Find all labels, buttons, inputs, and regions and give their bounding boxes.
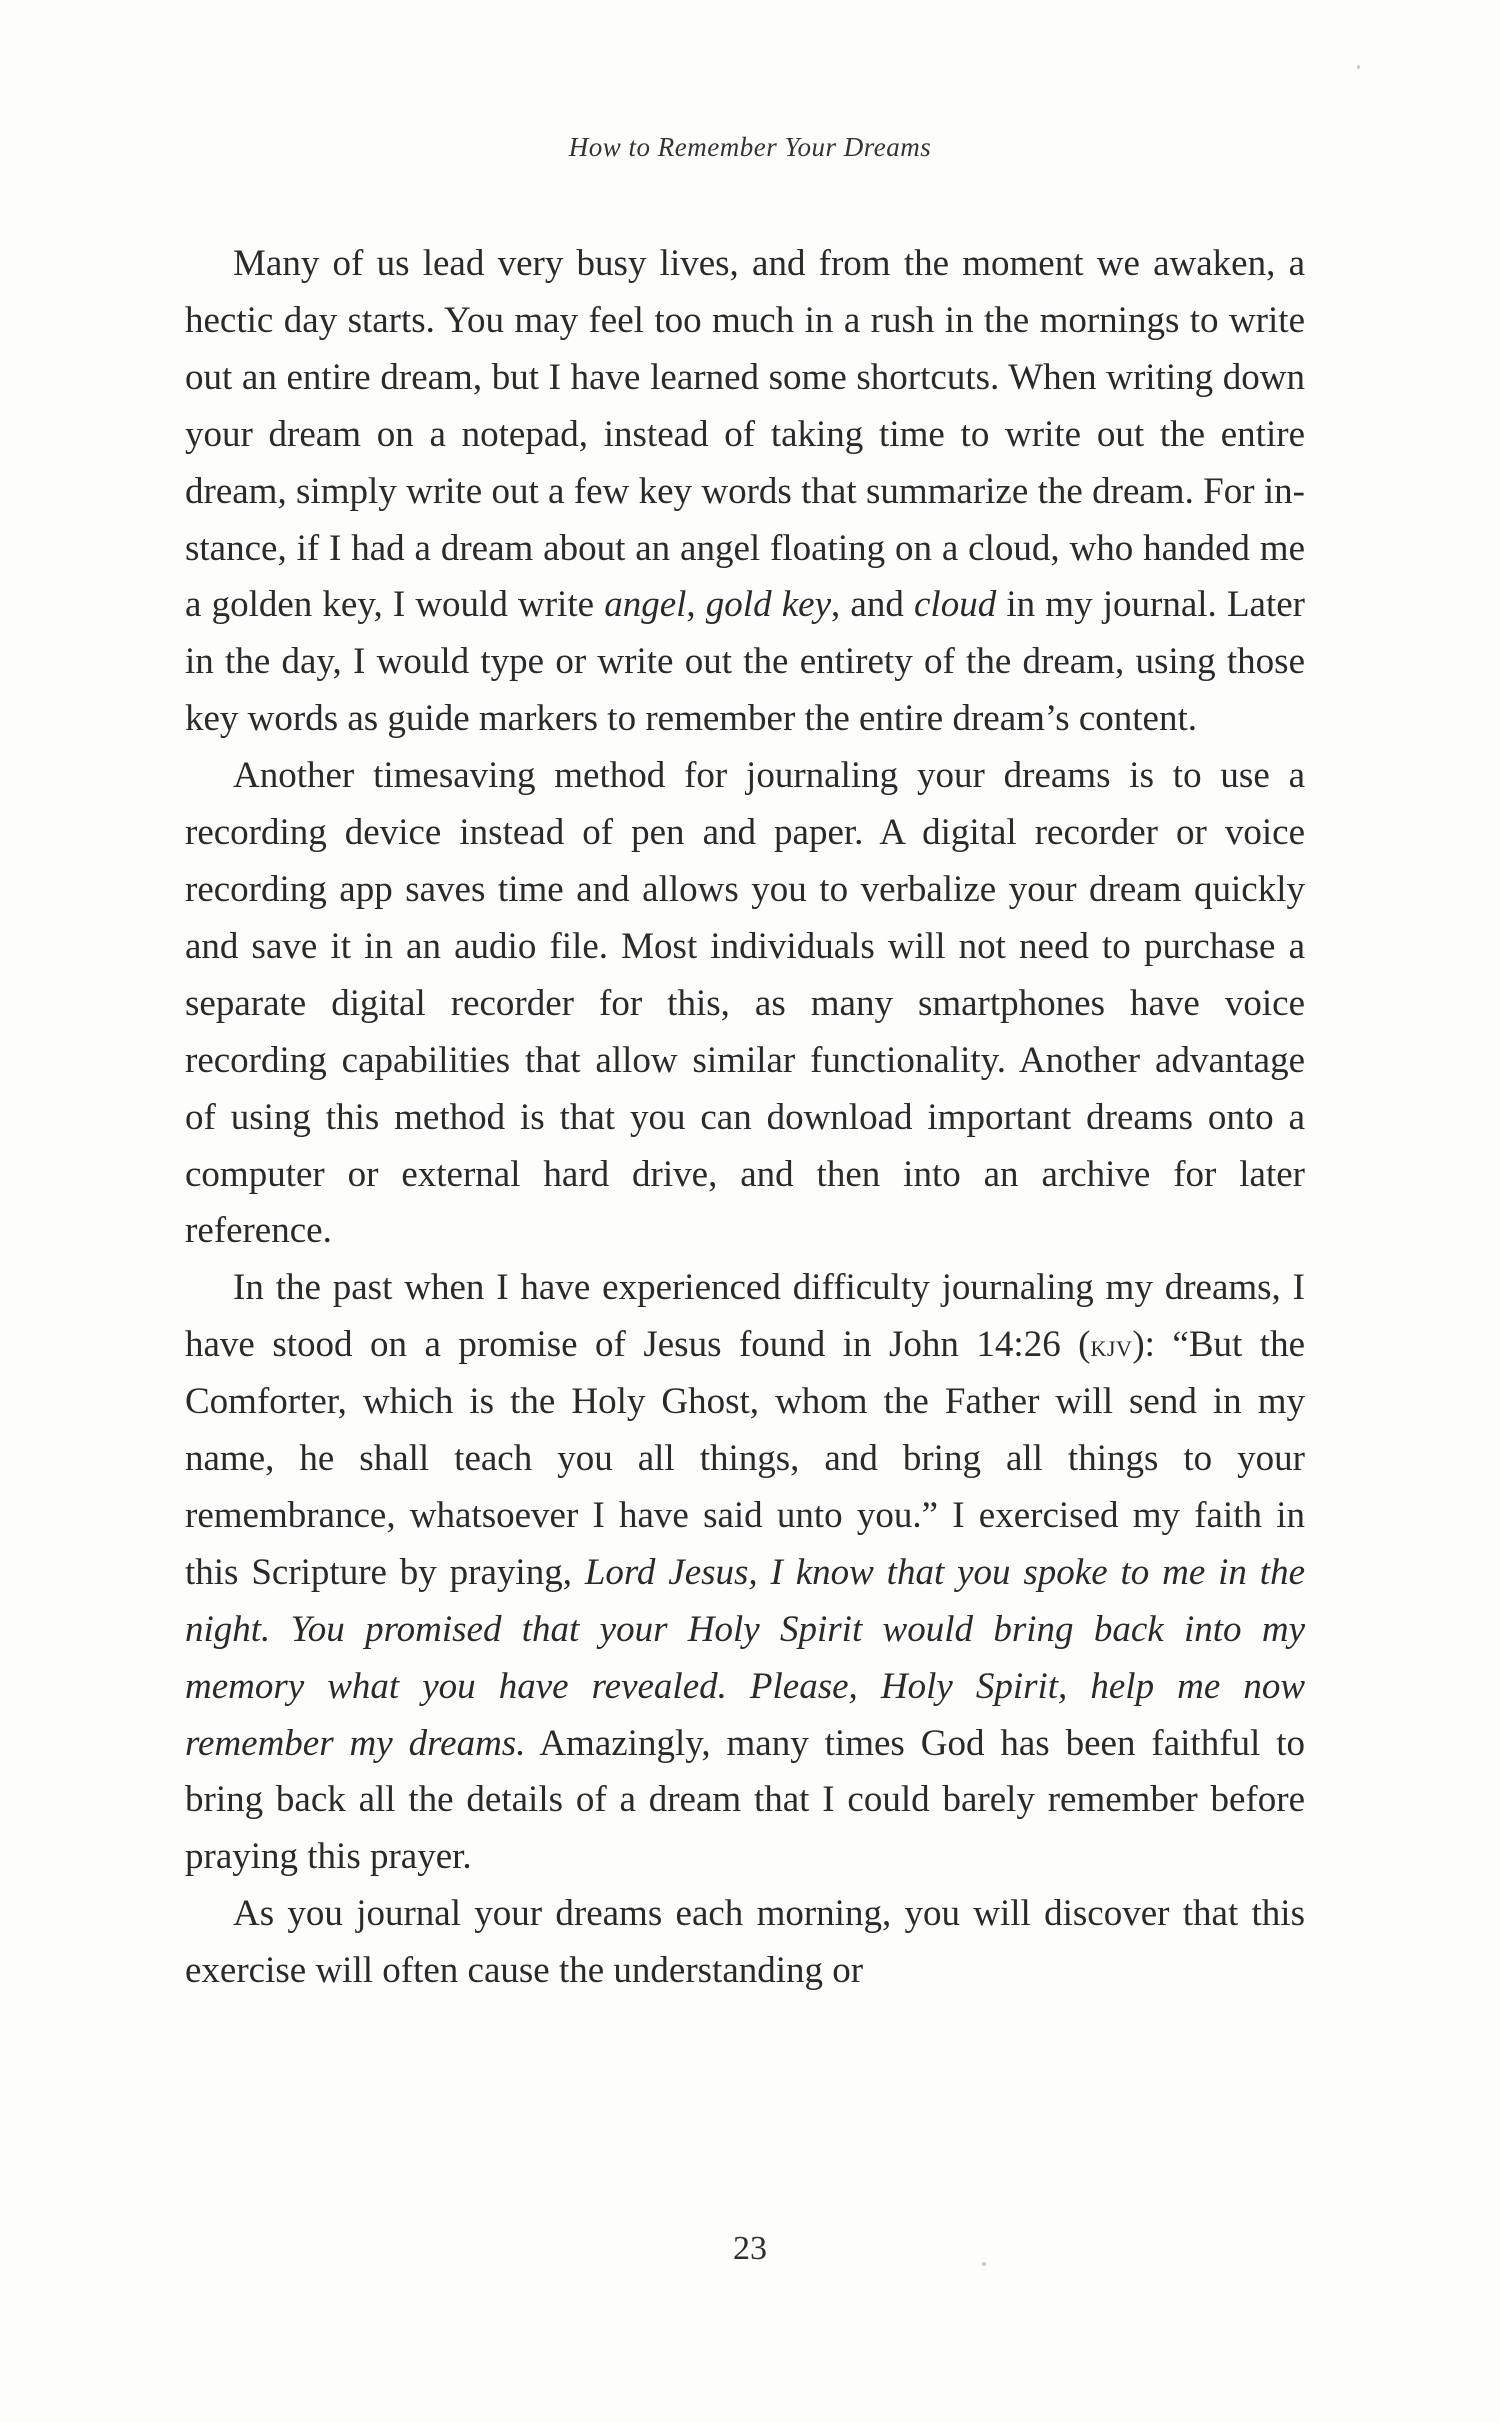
text-run: , and — [831, 584, 914, 626]
italic-text: Lord Jesus, I know that you spoke to me in the night. You promised that your Holy Spirit would bring back into my memory what you have revealed. Please, Holy Spirit, help me now remember my dreams. — [185, 1551, 1305, 1764]
scan-speck — [1357, 65, 1360, 69]
italic-text: gold key — [705, 584, 831, 626]
paragraph — [185, 1260, 1305, 1886]
text-run: Another timesaving method for journaling your dreams is to use a recording device instead of pen and paper. A digital recorder or voice recording app saves time and allows you to verbalize your dream quickly and save it in an audio file. Most individuals will not need to purchase a separate digital recorder for this, as many smartphones have voice recording capabilities that allow similar functionality. Another advantage of using this method is that you can download important dreams onto a computer or external hard drive, and then into an archive for later reference. — [185, 755, 1305, 1252]
text-run: In the past when I have experienced difficulty journaling my dreams, I have stood on a promise of Jesus found in John 14:26 ( — [185, 1267, 1305, 1366]
small-caps-text: kjv — [1090, 1327, 1133, 1364]
page-number: 23 — [733, 2230, 767, 2267]
scan-speck — [982, 2262, 986, 2266]
text-run: Amazingly, many times God has been faithful to bring back all the details of a dream that I could barely remember before praying this prayer. — [185, 1722, 1305, 1878]
text-run: , — [686, 584, 706, 626]
body-text — [185, 236, 1305, 2000]
running-head: How to Remember Your Dreams — [568, 132, 932, 162]
text-run: Many of us lead very busy lives, and from the moment we awaken, a hectic day starts. You may feel too much in a rush in the mornings to write out an entire dream, but I have learned some shortcuts. When writing down your dream on a notepad, instead of taking time to write out the entire dream, simply write out a few key words that summarize the dream. For instance, if I had a dream about an angel floating on a cloud, who handed me a golden key, I would write — [185, 243, 1305, 626]
text-run: As you journal your dreams each morning, you will discover that this exercise will often cause the understanding or — [185, 1893, 1305, 1992]
paragraph — [185, 1886, 1305, 2000]
italic-text: cloud — [914, 584, 997, 626]
italic-text: angel — [604, 584, 687, 626]
text-run: ): “But the Comforter, which is the Holy Ghost, whom the Father will send in my name, he shall teach you all things, and bring all things to your remembrance, whatsoever I have said unto you.” I exercised my faith in this Scripture by praying, — [185, 1324, 1305, 1593]
paragraph — [185, 748, 1305, 1260]
paragraph — [185, 236, 1305, 748]
text-run: in my journal. Later in the day, I would type or write out the entirety of the dream, using those key words as guide markers to remember the entire dream’s content. — [185, 584, 1305, 740]
